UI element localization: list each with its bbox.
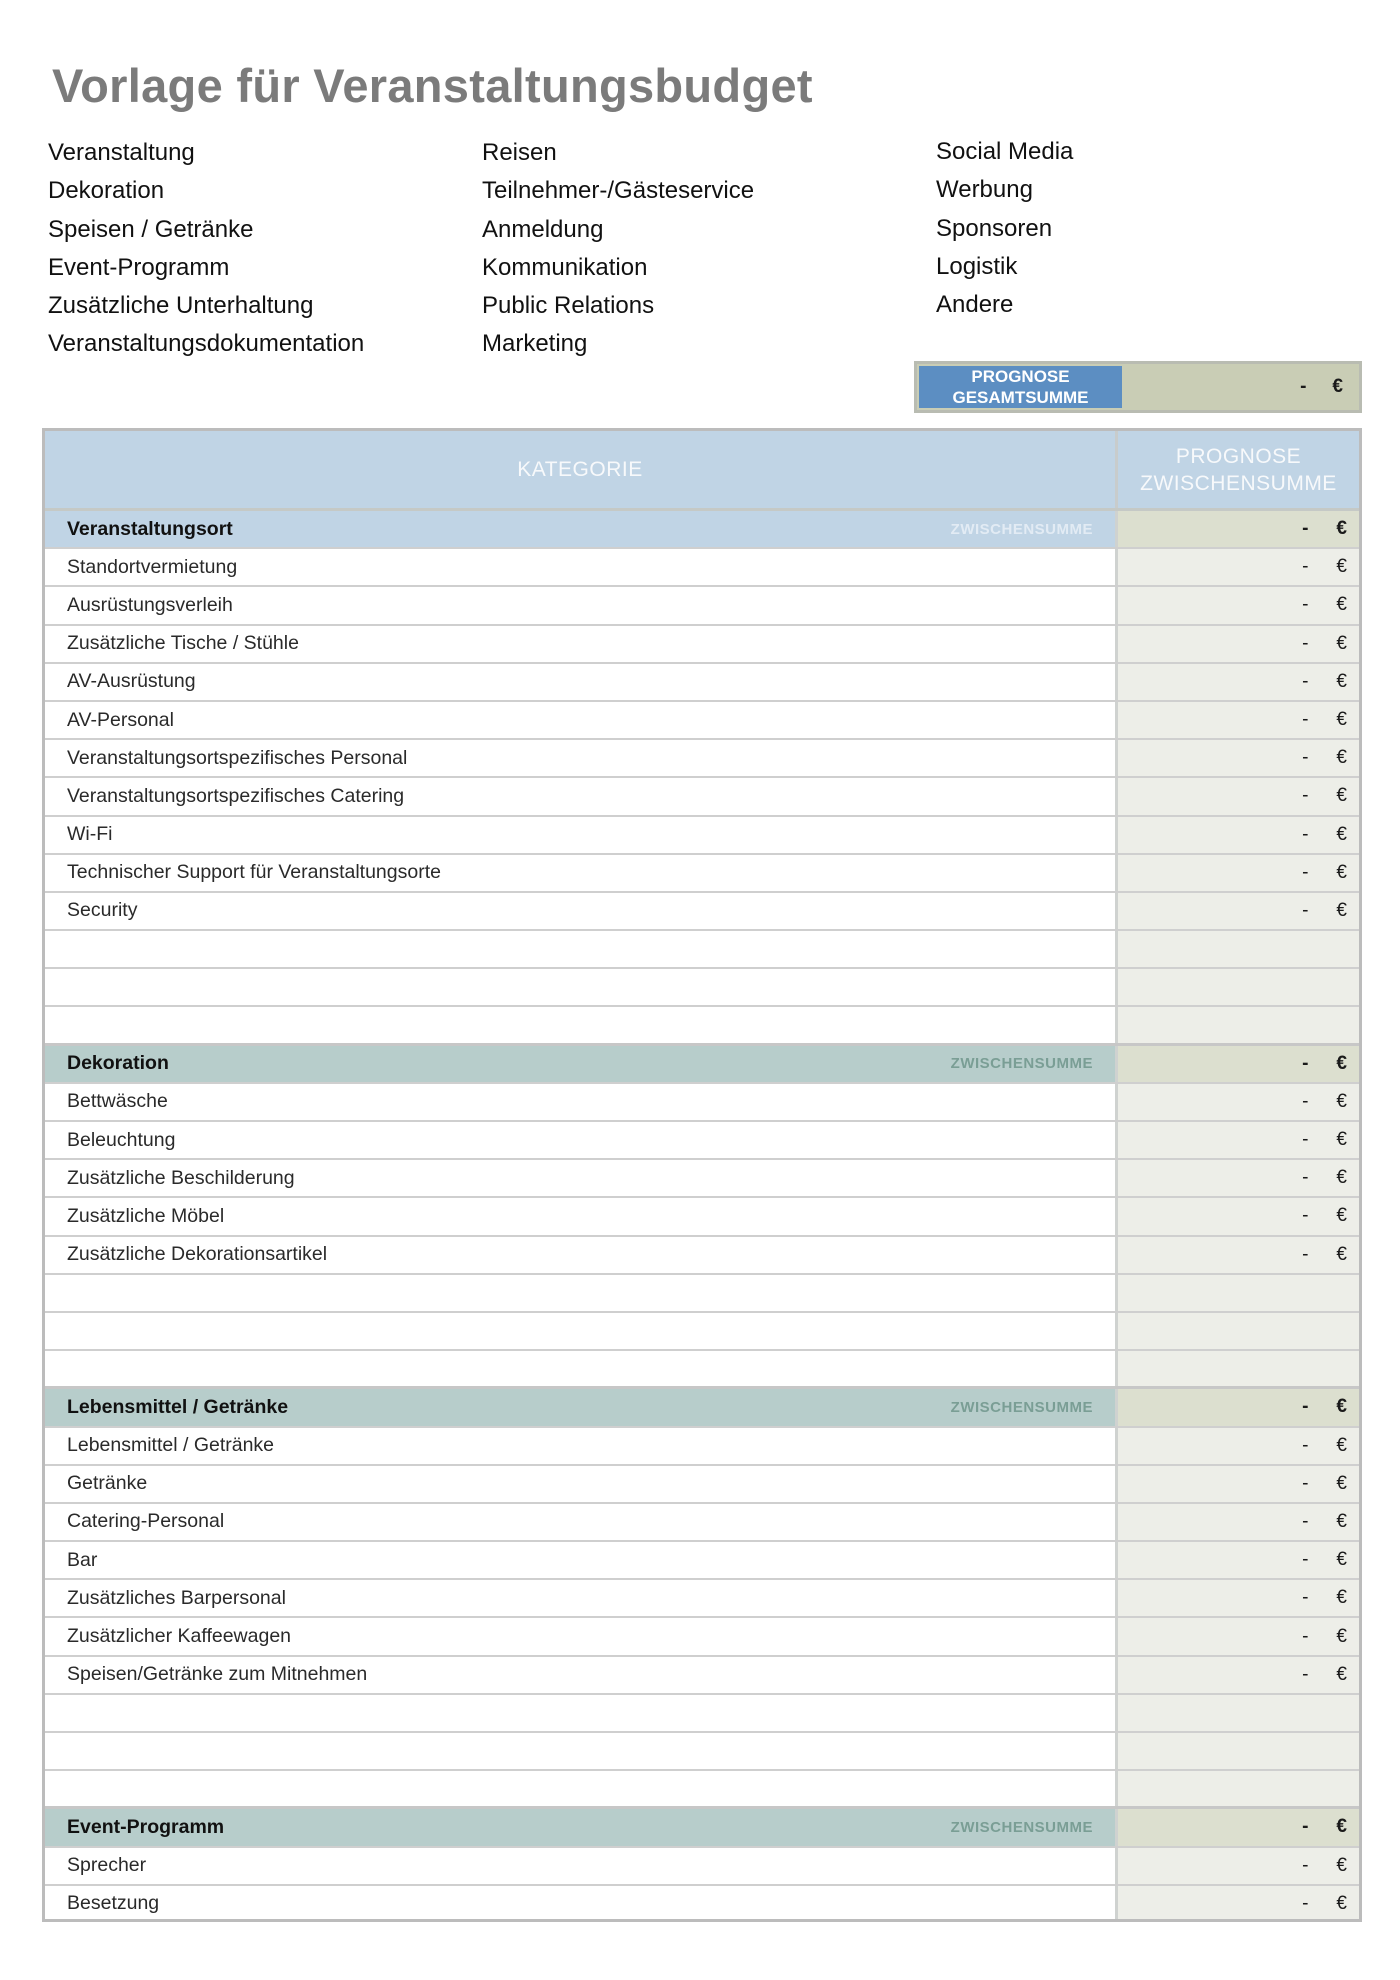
currency-symbol: €	[1336, 1472, 1347, 1494]
category-list-item: Veranstaltungsdokumentation	[48, 330, 365, 358]
blank-table-row	[45, 1275, 1359, 1313]
item-amount-cell[interactable]	[1118, 1198, 1359, 1234]
section-header	[45, 511, 1118, 547]
blank-table-row	[45, 1007, 1359, 1045]
blank-item-cell[interactable]	[45, 1733, 1118, 1769]
blank-amount-cell[interactable]	[1118, 969, 1359, 1005]
item-label[interactable]: AV-Personal	[45, 702, 1118, 738]
table-row	[45, 1542, 1359, 1580]
currency-symbol: €	[1336, 670, 1347, 692]
blank-amount-cell[interactable]	[1118, 1771, 1359, 1806]
table-row	[45, 1160, 1359, 1198]
item-amount-cell[interactable]	[1118, 1542, 1359, 1578]
blank-table-row	[45, 1695, 1359, 1733]
item-amount-value: -	[1302, 1243, 1309, 1265]
item-amount-value: -	[1302, 1090, 1309, 1112]
item-amount-value: -	[1302, 1854, 1309, 1876]
item-amount-value: -	[1302, 1167, 1309, 1189]
blank-item-cell[interactable]	[45, 1313, 1118, 1349]
table-row	[45, 817, 1359, 855]
item-amount-value: -	[1302, 899, 1309, 921]
section-subtotal-value: -	[1302, 1052, 1309, 1074]
category-list-item: Public Relations	[482, 292, 655, 320]
item-amount-cell[interactable]	[1118, 1657, 1359, 1693]
currency-symbol: €	[1336, 1549, 1347, 1571]
header-subtotal-line-2: ZWISCHENSUMME	[1140, 471, 1337, 495]
currency-symbol: €	[1336, 1205, 1347, 1227]
blank-amount-cell[interactable]	[1118, 931, 1359, 967]
table-row	[45, 1886, 1359, 1922]
table-row	[45, 1580, 1359, 1618]
item-label[interactable]: Zusätzliche Beschilderung	[45, 1160, 1118, 1196]
item-amount-cell[interactable]	[1118, 702, 1359, 738]
table-row	[45, 664, 1359, 702]
subtotal-label: ZWISCHENSUMME	[950, 1818, 1093, 1836]
category-list-item: Zusätzliche Unterhaltung	[48, 292, 314, 320]
blank-item-cell[interactable]	[45, 1007, 1118, 1042]
item-amount-cell[interactable]	[1118, 893, 1359, 929]
subtotal-label: ZWISCHENSUMME	[950, 1055, 1093, 1073]
total-value: -	[1300, 376, 1307, 397]
currency-symbol: €	[1336, 518, 1347, 540]
budget-table	[42, 428, 1362, 1922]
category-list-col-2	[482, 134, 754, 364]
section-subtotal-cell[interactable]	[1118, 511, 1359, 547]
category-list-item: Marketing	[482, 330, 588, 358]
page-title: Vorlage für Veranstaltungsbudget	[52, 59, 813, 112]
item-amount-cell[interactable]	[1118, 1848, 1359, 1884]
item-amount-cell[interactable]	[1118, 1084, 1359, 1120]
item-amount-cell[interactable]	[1118, 626, 1359, 662]
item-amount-value: -	[1302, 1129, 1309, 1151]
item-label[interactable]: Speisen/Getränke zum Mitnehmen	[45, 1657, 1118, 1693]
item-label[interactable]: Ausrüstungsverleih	[45, 587, 1118, 623]
item-amount-value: -	[1302, 632, 1309, 654]
currency-symbol: €	[1336, 1129, 1347, 1151]
table-row	[45, 549, 1359, 587]
section-header	[45, 1809, 1118, 1845]
table-row	[45, 1657, 1359, 1695]
blank-item-cell[interactable]	[45, 931, 1118, 967]
item-label[interactable]: Bettwäsche	[45, 1084, 1118, 1120]
category-list-item: Werbung	[936, 176, 1033, 204]
section-title: Dekoration	[67, 1052, 169, 1075]
item-amount-value: -	[1302, 1663, 1309, 1685]
section-title: Event-Programm	[67, 1815, 225, 1838]
item-amount-cell[interactable]	[1118, 587, 1359, 623]
currency-symbol: €	[1336, 1090, 1347, 1112]
table-header	[45, 431, 1359, 511]
table-row	[45, 1237, 1359, 1275]
item-label[interactable]: Veranstaltungsortspezifisches Personal	[45, 740, 1118, 776]
item-amount-cell[interactable]	[1118, 855, 1359, 891]
total-forecast-box	[914, 361, 1362, 413]
item-amount-cell[interactable]	[1118, 1428, 1359, 1464]
item-amount-cell[interactable]	[1118, 1466, 1359, 1502]
table-row	[45, 1618, 1359, 1656]
total-label-line-2: GESAMTSUMME	[952, 388, 1089, 407]
blank-table-row	[45, 931, 1359, 969]
item-amount-cell[interactable]	[1118, 740, 1359, 776]
table-row	[45, 740, 1359, 778]
item-amount-value: -	[1302, 1510, 1309, 1532]
section-header-row	[45, 1389, 1359, 1427]
section-subtotal-cell[interactable]	[1118, 1046, 1359, 1082]
category-list-item: Logistik	[936, 252, 1018, 280]
item-amount-value: -	[1302, 556, 1309, 578]
table-row	[45, 1466, 1359, 1504]
item-label[interactable]: Zusätzliche Tische / Stühle	[45, 626, 1118, 662]
category-list-item: Anmeldung	[482, 215, 604, 243]
section-header-row	[45, 1809, 1359, 1847]
item-label[interactable]: Zusätzliche Dekorationsartikel	[45, 1237, 1118, 1273]
item-label[interactable]: Catering-Personal	[45, 1504, 1118, 1540]
table-row	[45, 1504, 1359, 1542]
item-label[interactable]: Sprecher	[45, 1848, 1118, 1884]
item-label[interactable]: Lebensmittel / Getränke	[45, 1428, 1118, 1464]
blank-amount-cell[interactable]	[1118, 1351, 1359, 1386]
blank-table-row	[45, 969, 1359, 1007]
currency-symbol: €	[1336, 1587, 1347, 1609]
blank-amount-cell[interactable]	[1118, 1007, 1359, 1042]
item-amount-value: -	[1302, 1892, 1309, 1914]
item-amount-cell[interactable]	[1118, 817, 1359, 853]
item-label[interactable]: Bar	[45, 1542, 1118, 1578]
item-label[interactable]: AV-Ausrüstung	[45, 664, 1118, 700]
item-amount-cell[interactable]	[1118, 1618, 1359, 1654]
item-amount-cell[interactable]	[1118, 1504, 1359, 1540]
section-title: Lebensmittel / Getränke	[67, 1395, 289, 1418]
category-list-item: Dekoration	[48, 177, 165, 205]
table-row	[45, 1428, 1359, 1466]
table-row	[45, 1198, 1359, 1236]
category-list-item: Reisen	[482, 139, 557, 166]
item-amount-value: -	[1302, 1472, 1309, 1494]
currency-symbol: €	[1336, 1625, 1347, 1647]
currency-symbol: €	[1336, 632, 1347, 654]
item-amount-value: -	[1302, 1434, 1309, 1456]
category-list-item: Veranstaltung	[48, 139, 195, 166]
blank-item-cell[interactable]	[45, 1771, 1118, 1806]
table-row	[45, 1122, 1359, 1160]
total-forecast-value[interactable]	[1122, 364, 1359, 410]
section-subtotal-cell[interactable]	[1118, 1389, 1359, 1425]
currency-symbol: €	[1336, 747, 1347, 769]
blank-item-cell[interactable]	[45, 1275, 1118, 1311]
currency-symbol: €	[1336, 1396, 1347, 1418]
item-amount-cell[interactable]	[1118, 549, 1359, 585]
table-body	[45, 511, 1359, 1922]
currency-symbol: €	[1336, 1167, 1347, 1189]
category-list-col-1	[48, 134, 364, 364]
total-forecast-label	[919, 366, 1122, 408]
section-header-row	[45, 1046, 1359, 1084]
table-row	[45, 626, 1359, 664]
subtotal-label: ZWISCHENSUMME	[950, 1398, 1093, 1416]
section-subtotal-cell[interactable]	[1118, 1809, 1359, 1845]
section-title: Veranstaltungsort	[67, 517, 233, 540]
currency-symbol: €	[1336, 1816, 1347, 1838]
table-row	[45, 587, 1359, 625]
currency-symbol: €	[1336, 899, 1347, 921]
category-list-item: Event-Programm	[48, 253, 230, 281]
currency-symbol: €	[1336, 1243, 1347, 1265]
total-label-line-1: PROGNOSE	[971, 367, 1070, 386]
item-label[interactable]: Wi-Fi	[45, 817, 1118, 853]
currency-symbol: €	[1336, 1434, 1347, 1456]
item-amount-cell[interactable]	[1118, 778, 1359, 814]
blank-table-row	[45, 1771, 1359, 1809]
item-amount-cell[interactable]	[1118, 1580, 1359, 1616]
item-amount-cell[interactable]	[1118, 1160, 1359, 1196]
section-subtotal-value: -	[1302, 1396, 1309, 1418]
currency-symbol: €	[1336, 1052, 1347, 1074]
item-amount-value: -	[1302, 747, 1309, 769]
item-amount-value: -	[1302, 670, 1309, 692]
total-currency: €	[1332, 376, 1343, 397]
header-subtotal-line-1: PROGNOSE	[1175, 444, 1302, 468]
category-list-col-3	[936, 133, 1073, 324]
item-label[interactable]: Technischer Support für Veranstaltungsorte	[45, 855, 1118, 891]
currency-symbol: €	[1336, 1854, 1347, 1876]
item-amount-value: -	[1302, 785, 1309, 807]
currency-symbol: €	[1336, 861, 1347, 883]
section-subtotal-value: -	[1302, 518, 1309, 540]
item-amount-value: -	[1302, 594, 1309, 616]
item-amount-cell[interactable]	[1118, 1886, 1359, 1922]
blank-amount-cell[interactable]	[1118, 1733, 1359, 1769]
item-label[interactable]: Besetzung	[45, 1886, 1118, 1922]
item-label[interactable]: Veranstaltungsortspezifisches Catering	[45, 778, 1118, 814]
currency-symbol: €	[1336, 823, 1347, 845]
item-amount-cell[interactable]	[1118, 664, 1359, 700]
item-amount-value: -	[1302, 823, 1309, 845]
item-amount-cell[interactable]	[1118, 1237, 1359, 1273]
blank-amount-cell[interactable]	[1118, 1313, 1359, 1349]
table-row	[45, 893, 1359, 931]
header-category: KATEGORIE	[45, 431, 1118, 508]
currency-symbol: €	[1336, 556, 1347, 578]
table-row	[45, 855, 1359, 893]
currency-symbol: €	[1336, 709, 1347, 731]
item-amount-value: -	[1302, 709, 1309, 731]
category-list-item: Teilnehmer-/Gästeservice	[482, 177, 755, 205]
item-label[interactable]: Zusätzliches Barpersonal	[45, 1580, 1118, 1616]
item-label[interactable]: Security	[45, 893, 1118, 929]
category-list-item: Sponsoren	[936, 214, 1053, 242]
category-list-item: Andere	[936, 291, 1014, 319]
table-row	[45, 702, 1359, 740]
blank-table-row	[45, 1733, 1359, 1771]
section-header-row	[45, 511, 1359, 549]
currency-symbol: €	[1336, 1510, 1347, 1532]
currency-symbol: €	[1336, 1663, 1347, 1685]
blank-table-row	[45, 1313, 1359, 1351]
item-amount-value: -	[1302, 861, 1309, 883]
item-label[interactable]: Zusätzlicher Kaffeewagen	[45, 1618, 1118, 1654]
subtotal-label: ZWISCHENSUMME	[950, 520, 1093, 538]
blank-item-cell[interactable]	[45, 1351, 1118, 1386]
section-header	[45, 1389, 1118, 1425]
section-subtotal-value: -	[1302, 1816, 1309, 1838]
item-amount-value: -	[1302, 1549, 1309, 1571]
currency-symbol: €	[1336, 594, 1347, 616]
item-label[interactable]: Beleuchtung	[45, 1122, 1118, 1158]
blank-item-cell[interactable]	[45, 1695, 1118, 1731]
blank-item-cell[interactable]	[45, 969, 1118, 1005]
item-amount-cell[interactable]	[1118, 1122, 1359, 1158]
table-row	[45, 778, 1359, 816]
currency-symbol: €	[1336, 1892, 1347, 1914]
blank-table-row	[45, 1351, 1359, 1389]
category-list-item: Social Media	[936, 138, 1074, 165]
category-list-item: Speisen / Getränke	[48, 215, 254, 243]
header-subtotal	[1118, 431, 1359, 508]
item-label[interactable]: Standortvermietung	[45, 549, 1118, 585]
item-amount-value: -	[1302, 1625, 1309, 1647]
table-row	[45, 1848, 1359, 1886]
table-row	[45, 1084, 1359, 1122]
item-amount-value: -	[1302, 1587, 1309, 1609]
blank-amount-cell[interactable]	[1118, 1695, 1359, 1731]
section-header	[45, 1046, 1118, 1082]
item-label[interactable]: Zusätzliche Möbel	[45, 1198, 1118, 1234]
item-amount-value: -	[1302, 1205, 1309, 1227]
currency-symbol: €	[1336, 785, 1347, 807]
blank-amount-cell[interactable]	[1118, 1275, 1359, 1311]
item-label[interactable]: Getränke	[45, 1466, 1118, 1502]
category-list-item: Kommunikation	[482, 253, 648, 281]
